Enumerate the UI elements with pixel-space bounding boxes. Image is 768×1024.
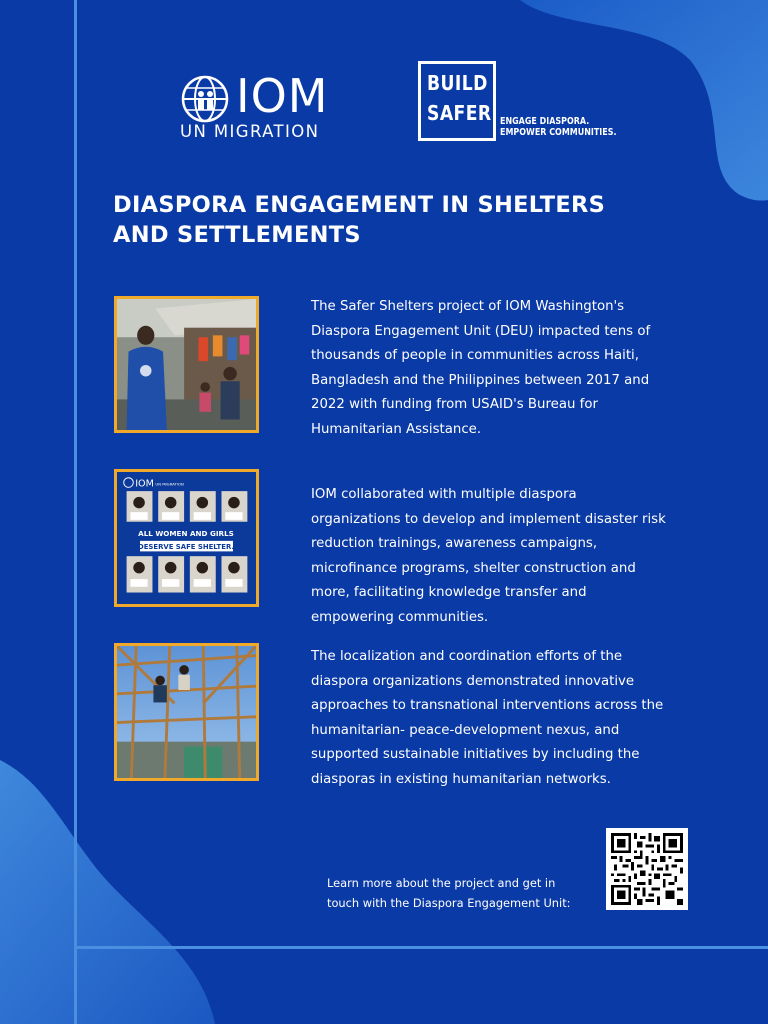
photo2-um-label: UN MIGRATION bbox=[155, 481, 184, 487]
qr-code[interactable] bbox=[606, 828, 688, 910]
page-title bbox=[113, 190, 673, 250]
para1-line: thousands of people in communities across Haiti, bbox=[311, 348, 639, 363]
iom-globe-icon bbox=[180, 74, 230, 124]
iom-wordmark: IOM bbox=[236, 69, 329, 123]
para3-line: diasporas in existing humanitarian networks. bbox=[311, 771, 611, 787]
build-safer-line-1: BUILD bbox=[427, 71, 488, 95]
photo-campaign-collage bbox=[114, 469, 259, 607]
call-to-action bbox=[327, 873, 571, 913]
bottom-accent-line bbox=[76, 946, 768, 949]
para1-line: Bangladesh and the Philippines between 2017 and bbox=[311, 372, 650, 388]
para2-line: organizations to develop and implement disaster risk bbox=[311, 511, 666, 527]
build-safer-tagline bbox=[500, 116, 616, 138]
paragraph-localization bbox=[311, 645, 671, 792]
para3-line: diaspora organizations demonstrated innovative bbox=[311, 673, 635, 689]
cta-line-2: touch with the Diaspora Engagement Unit: bbox=[327, 896, 571, 910]
photo2-banner-line-2: DESERVE SAFE SHELTER. bbox=[138, 543, 235, 551]
paragraph-collaboration bbox=[311, 483, 671, 630]
para2-line: IOM collaborated with multiple diaspora bbox=[311, 487, 577, 502]
para2-line: microfinance programs, shelter construction and bbox=[311, 560, 636, 576]
photo-field-worker bbox=[114, 296, 259, 433]
build-safer-line-2: SAFER bbox=[427, 101, 492, 125]
title-line-2: AND SETTLEMENTS bbox=[113, 222, 361, 248]
para2-line: more, facilitating knowledge transfer and bbox=[311, 585, 587, 600]
para3-line: approaches to transnational interventions across the bbox=[311, 698, 664, 713]
paragraph-project-overview bbox=[311, 295, 671, 442]
para1-line: 2022 with funding from USAID's Bureau for bbox=[311, 397, 598, 412]
para3-line: humanitarian- peace-development nexus, and bbox=[311, 722, 620, 738]
para1-line: Humanitarian Assistance. bbox=[311, 421, 482, 437]
qr-code-icon bbox=[611, 833, 683, 905]
para3-line: The localization and coordination efforts of the bbox=[311, 649, 623, 664]
build-safer-logo bbox=[418, 61, 496, 141]
photo2-banner-line-1: ALL WOMEN AND GIRLS bbox=[138, 529, 234, 539]
para1-line: The Safer Shelters project of IOM Washington's bbox=[311, 299, 625, 314]
para2-line: empowering communities. bbox=[311, 609, 489, 625]
tagline-line-1: ENGAGE DIASPORA. bbox=[500, 116, 590, 127]
para1-line: Diaspora Engagement Unit (DEU) impacted tens of bbox=[311, 323, 651, 339]
photo2-iom-label: IOM bbox=[135, 478, 154, 490]
left-accent-line bbox=[74, 0, 77, 1024]
title-line-1: DIASPORA ENGAGEMENT IN SHELTERS bbox=[113, 192, 606, 218]
para2-line: reduction trainings, awareness campaigns, bbox=[311, 536, 598, 551]
iom-subtitle: UN MIGRATION bbox=[180, 122, 320, 141]
para3-line: supported sustainable initiatives by including the bbox=[311, 747, 640, 762]
iom-logo bbox=[180, 69, 355, 142]
tagline-line-2: EMPOWER COMMUNITIES. bbox=[500, 127, 617, 138]
cta-line-1: Learn more about the project and get in bbox=[327, 876, 556, 890]
photo-shelter-construction bbox=[114, 643, 259, 781]
